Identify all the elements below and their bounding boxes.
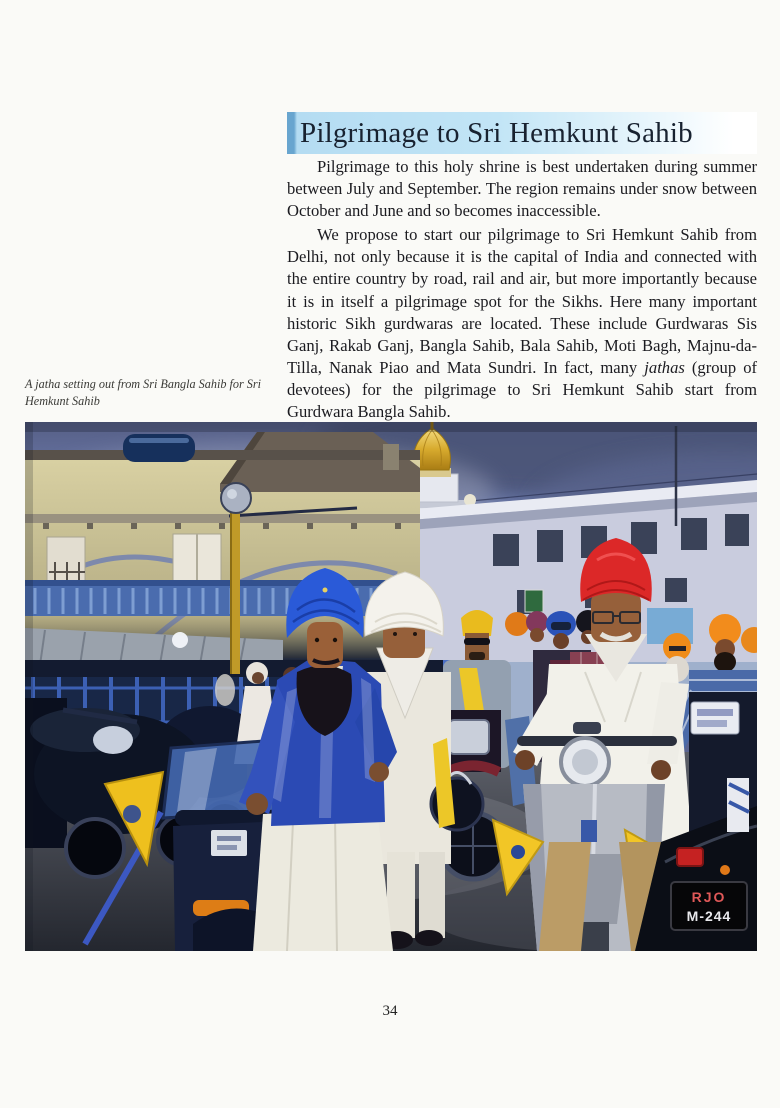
photo-illustration [25, 422, 757, 951]
body-text-column [287, 156, 757, 423]
rear-plate-line2: M-244 [686, 908, 732, 924]
photo-jatha-scooters [25, 422, 757, 951]
page-title: Pilgrimage to Sri Hemkunt Sahib [300, 116, 693, 149]
rear-plate-line1: RJO [691, 889, 727, 905]
photo-caption: A jatha setting out from Sri Bangla Sahib for Sri Hemkunt Sahib [25, 377, 261, 408]
paragraph-2-text-end: (group of devotees) for the pilgrimage to Sri Hemkunt Sahib start from Gurdwara Bangla Sahib. [287, 357, 758, 422]
photo-edge-shadow-left [25, 422, 33, 951]
paragraph-2-italic-word: jathas [644, 357, 685, 377]
photo-edge-shadow [25, 422, 757, 432]
page-number: 34 [382, 1003, 398, 1019]
paragraph-2 [287, 224, 757, 423]
paragraph-1: Pilgrimage to this holy shrine is best undertaken during summer between July and September. The region remains under snow between October and June and so becomes inaccessible. [287, 157, 757, 221]
paragraph-2-text: We propose to start our pilgrimage to Sri Hemkunt Sahib from Delhi, not only because it is the capital of India and connected with the entire country by road, rail and air, but more importantly because it is in itself a pilgrimage spot for the Sikhs. Here many important historic Sikh gurdwaras are located. These include Gurdwaras Sis Ganj, Rakab Ganj, Bangla Sahib, Bala Sahib, Moti Bagh, Majnu-da-Tilla, Nanak Piao and Mata Sundri. In fact, many [287, 225, 757, 377]
chapter-title-highlight [287, 112, 757, 154]
